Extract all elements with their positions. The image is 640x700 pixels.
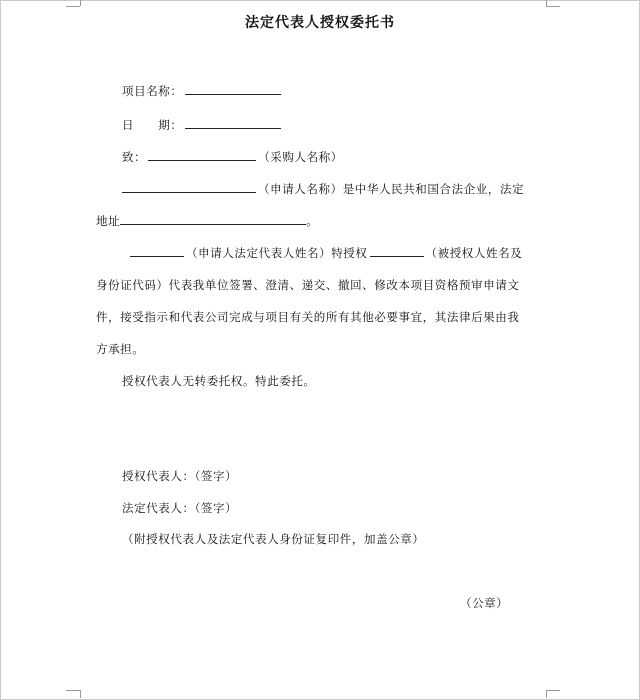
- para2-line2: 身份证代码）代表我单位签署、澄清、递交、撤回、修改本项目资格预审申请文: [96, 278, 520, 292]
- legal-rep-hint: （申请人法定代表人姓名）特授权: [186, 246, 368, 260]
- applicant-name-hint: （申请人名称）是中华人民共和国合法企业，法定: [258, 182, 525, 196]
- margin-mark-top-left-h: [66, 6, 80, 7]
- margin-mark-bottom-left: [80, 690, 81, 698]
- para3: 授权代表人无转委托权。特此委托。: [122, 374, 316, 388]
- project-name-line: [122, 84, 283, 98]
- margin-mark-bottom-right-h: [546, 690, 560, 691]
- date-blank[interactable]: [185, 118, 281, 129]
- para2-line3: 件，接受指示和代表公司完成与项目有关的所有其他必要事宜，其法律后果由我: [96, 310, 520, 324]
- address-end: 。: [306, 214, 319, 228]
- address-blank[interactable]: [120, 214, 306, 225]
- project-name-blank[interactable]: [185, 84, 281, 95]
- document-title: 法定代表人授权委托书: [245, 15, 395, 31]
- authorized-name-blank[interactable]: [370, 246, 424, 257]
- margin-mark-bottom-right: [546, 690, 547, 698]
- para2-line1: [130, 246, 522, 260]
- address-label: 地址: [96, 214, 121, 228]
- legal-signature: 法定代表人：（签字）: [122, 501, 238, 515]
- applicant-name-blank[interactable]: [122, 182, 256, 193]
- date-line: [122, 118, 283, 132]
- date-label: 日 期：: [122, 118, 183, 132]
- margin-mark-bottom-left-h: [66, 690, 80, 691]
- attachment-note: （附授权代表人及法定代表人身份证复印件，加盖公章）: [122, 532, 425, 546]
- salutation-line: [122, 150, 343, 164]
- para1-line1: [122, 182, 524, 196]
- authorized-hint: （被授权人姓名及: [425, 246, 523, 260]
- salutation-prefix: 致：: [122, 150, 147, 164]
- para1-line2: [96, 214, 318, 228]
- margin-mark-top-right-h: [546, 6, 560, 7]
- official-seal-label: （公章）: [460, 596, 509, 610]
- purchaser-name-blank[interactable]: [148, 150, 256, 161]
- para2-line4: 方承担。: [96, 342, 145, 356]
- legal-rep-name-blank[interactable]: [130, 246, 184, 257]
- authorized-signature: 授权代表人：（签字）: [122, 469, 238, 483]
- purchaser-name-hint: （采购人名称）: [258, 150, 343, 164]
- project-name-label: 项目名称：: [122, 84, 183, 98]
- margin-mark-top-left: [80, 0, 81, 6]
